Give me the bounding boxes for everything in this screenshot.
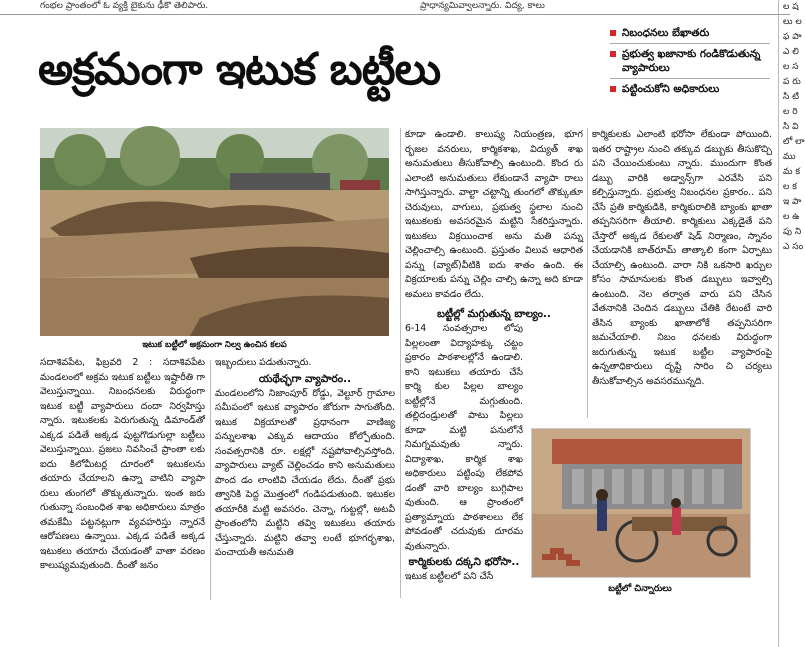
column-2-body: మండలంలోని నిజాంపూర్ రోడ్డు, వెల్టూర్ గ్రామాల సమీపంలో ఇటుక వ్యాపారం జోరుగా సాగుతోంది. ఇటుక విక్రయాలతో ప్రధానంగా వాణిజ్య పన్నులశాఖ ఎక్కువ ఆదాయం కోల్పోతుంది. సంవత్సరానికి రూ. లక్షల్లో నష్టపోవాల్సివస్తోంది. వ్యాపారులు వ్యాట్ చెల్లించడం కాని అనుమతులు పొంద డం లాంటివి చేయడం లేదు. దీంతో ప్రభు త్వానికి పెద్ద మొత్తంలో గండిపడుతుంది. ఇటుకల తయారీకి మట్టి అవసరం. చెన్నా, గుట్టల్లో, అటవీ ప్రాంతంలోని మట్టిని తవ్వి ఇటుకలు తయారు చేస్తున్నారు. మట్టిని తవ్వా లంటే భూగర్భశాఖ, పంచాయతీ అనుమతి — [215, 387, 395, 558]
article-column-1: సదాశివపేట, ఫిబ్రవరి 2 : సదాశివపేట మండలంలో అక్రమ ఇటుక బట్టీలు ఇష్టారీతి గా వెలుస్తున్నాయి. నిబంధనలకు విరుద్ధంగా ఇటుక బట్టీ వ్యాపారులు దందా నిర్వహిస్తు న్నారు. ఇటుకలకు పెరుగుతున్న డిమాండ్‌తో ఎక్కడ పడితే అక్కడ పుట్టగొడుగుల్లా బట్టీలు వెలుస్తున్నాయి. ప్రజలు నివసించే ప్రాంతా లకు ఐదు కిలోమీటర్ల దూరంలో ఇటుకలను తయారు చేయాలని ఉన్నా వాటిని వ్యాపా రులు తుంగలో తొక్కుతున్నారు. ఇంత జరు గుతున్నా సంబంధిత శాఖ అధికారులు మాత్రం తమకేమీ పట్టనట్లుగా వ్యవహరిస్తు న్నారనే ఆరోపణలు ఉన్నాయి. ఎక్కడ పడితే అక్కడ ఇటుకలు తయారు చేయడంతో వాతా వరణం కాలుష్యమవుతుంది. దీంతో జనం — [40, 357, 205, 571]
column-rule — [587, 128, 588, 418]
photo-caption: ఇటుక బట్టీలో అక్రమంగా నిల్వ ఉంచిన కలప — [142, 340, 287, 350]
subheading: కార్మికులకు దక్కని భరోసా.. — [408, 556, 520, 568]
adjacent-column: ల ష లు ల ఫ పా ఎ లి ల స ప రు సి టి ల రి సి వి లో లా ము మ క ల క ఇ పా ల ఉ పు ని ఎ సం — [778, 0, 805, 647]
subheading: యథేచ్ఛగా వ్యాపారం.. — [258, 372, 352, 385]
article-column-4: కార్మికులకు ఎలాంటి భరోసా లేకుండా పోయింది. ఇతర రాష్ట్రాల నుంచి తక్కువ డబ్బుకు తీసుకొచ్చి పని చేయించుకుంటు న్నారు. ముందుగా కొంత డబ్బు వారికి అడ్వాన్స్‌గా ఎరవేసి పని కల్పిస్తున్నారు. ప్రభుత్వ నిబంధనల ప్రకారం.. పని చేసే ప్రతి కార్మికుడికి, కార్మికురాలికి బ్యాంకు ఖాతా తప్పనిసరిగా తీయాలి. కార్మికులు ఎక్కడైతే పని చేస్తారో అక్కడ రేకులతో షెడ్ నిర్మాణం, స్నానం చేయడానికి బాత్‌రూమ్ తాత్కాలి కంగా ఏర్పాటు చేయాల్సి ఉంటుంది. వారా నికి ఒకసారి ఖర్చుల కోసం సామానులకు కొంత డబ్బులు ఇవ్వాల్సి ఉంటుంది. నెల తర్వాత వారు పని చేసిన వేతనానికి చెందిన డబ్బులు చేతికి రేటంటే వారి తేసిన బ్యాంకు ఖాతాలోకే తప్పనిసరిగా జమచేయాలి. నిబం ధనలకు విరుద్ధంగా జరుగుతున్న ఇటుక బట్టీల వ్యాపారంపై ఉన్నతాధికారులు దృష్టి సారిం చి చర్యలు తీసుకోవాల్సిన అవసరమున్నది. — [592, 129, 772, 387]
headline: అక్రమంగా ఇటుక బట్టీలు — [38, 44, 441, 95]
highlight-item: నిబంధనలు బేఖాతరు — [610, 26, 770, 44]
photo-caption: బట్టీలో చిన్నారులు — [608, 584, 672, 594]
photo-children-at-kiln — [531, 428, 751, 578]
column-rule — [210, 360, 211, 600]
photo-illustration — [532, 429, 750, 577]
photo-wood-stockpile — [40, 128, 389, 336]
subheading: బట్టీల్లో మగ్గుతున్న బాల్యం.. — [437, 308, 551, 320]
column-2-intro: ఇబ్బందులు పడుతున్నారు. — [215, 357, 312, 368]
photo-illustration — [40, 128, 389, 336]
column-rule — [400, 128, 401, 598]
column-3-body-a: కూడా ఉండాలి. కాలుష్య నియంత్రణ, భూగ ర్భజల వనరులు, కార్మికశాఖ, విద్యుత్ శాఖ అనుమతులు తీసుకోవాల్సి ఉంటుంది. కొంద రు ఎలాంటి అనుమతులు లేకుండానే వ్యాపా రాలు సాగిస్తున్నారు. వాల్టా చట్టాన్ని తుంగలో తొక్కుతూ చెరువులు, వాగులు, ప్రభుత్వ స్థలాల నుంచి ఇటుకలకు అవసరమైన మట్టిని సేకరిస్తున్నారు. ఇటుకలు విక్రయించాక అను మతి పన్ను చెల్లించాల్సి ఉంటుంది. ప్రస్తుతం విలువ ఆధారిత పన్ను (వ్యాట్)వీటికి ఐదు శాతం ఉంది. ఈ విక్రయాలకు పన్ను చెల్లిం చాల్సి ఉన్నా అది కూడా అమలు కావడం లేదు. — [405, 129, 583, 300]
article-column-2 — [215, 356, 395, 561]
highlight-item: పట్టించుకోని అధికారులు — [610, 82, 770, 99]
highlight-item: ప్రభుత్వ ఖజానాకు గండికొడుతున్న వ్యాపారులు — [610, 47, 770, 79]
highlights-box — [610, 26, 770, 102]
top-strip-right: ప్రాధాన్యమివ్వాలన్నారు. విద్య, కాలు — [420, 1, 545, 11]
top-strip-left: గంభల ప్రాంతంలో ఓ వ్యక్తి బైకును ఢీకొ తెలిపారు. — [40, 1, 209, 11]
top-strip — [0, 0, 790, 15]
column-3-body-c: ఇటుక బట్టీలలో పని చేసే — [405, 571, 494, 582]
column-3-body-b: 6-14 సంవత్సరాల లోపు పిల్లలంతా విద్యాహక్కు చట్టం ప్రకారం పాఠశాలల్లోనే ఉండాలి. కాని ఇటుకలు తయారు చేసే కార్మి కుల పిల్లల బాల్యం బట్టీల్లోనే మగ్గుతుంది. తల్లిదండ్రులతో పాటు పిల్లలు కూడా మట్టి పనులోనే నిమగ్నమవుతు న్నారు. విద్యాశాఖ, కార్మిక శాఖ అధికారులు పట్టింపు లేకపోవ డంతో వారి బాల్యం బుగ్గిపాల వుతుంది. ఆ ప్రాంతంలో ప్రత్యామ్నాయ పాఠశాలలు లేక పోవడంతో చదువుకు దూరమ వుతున్నారు. — [405, 323, 523, 552]
